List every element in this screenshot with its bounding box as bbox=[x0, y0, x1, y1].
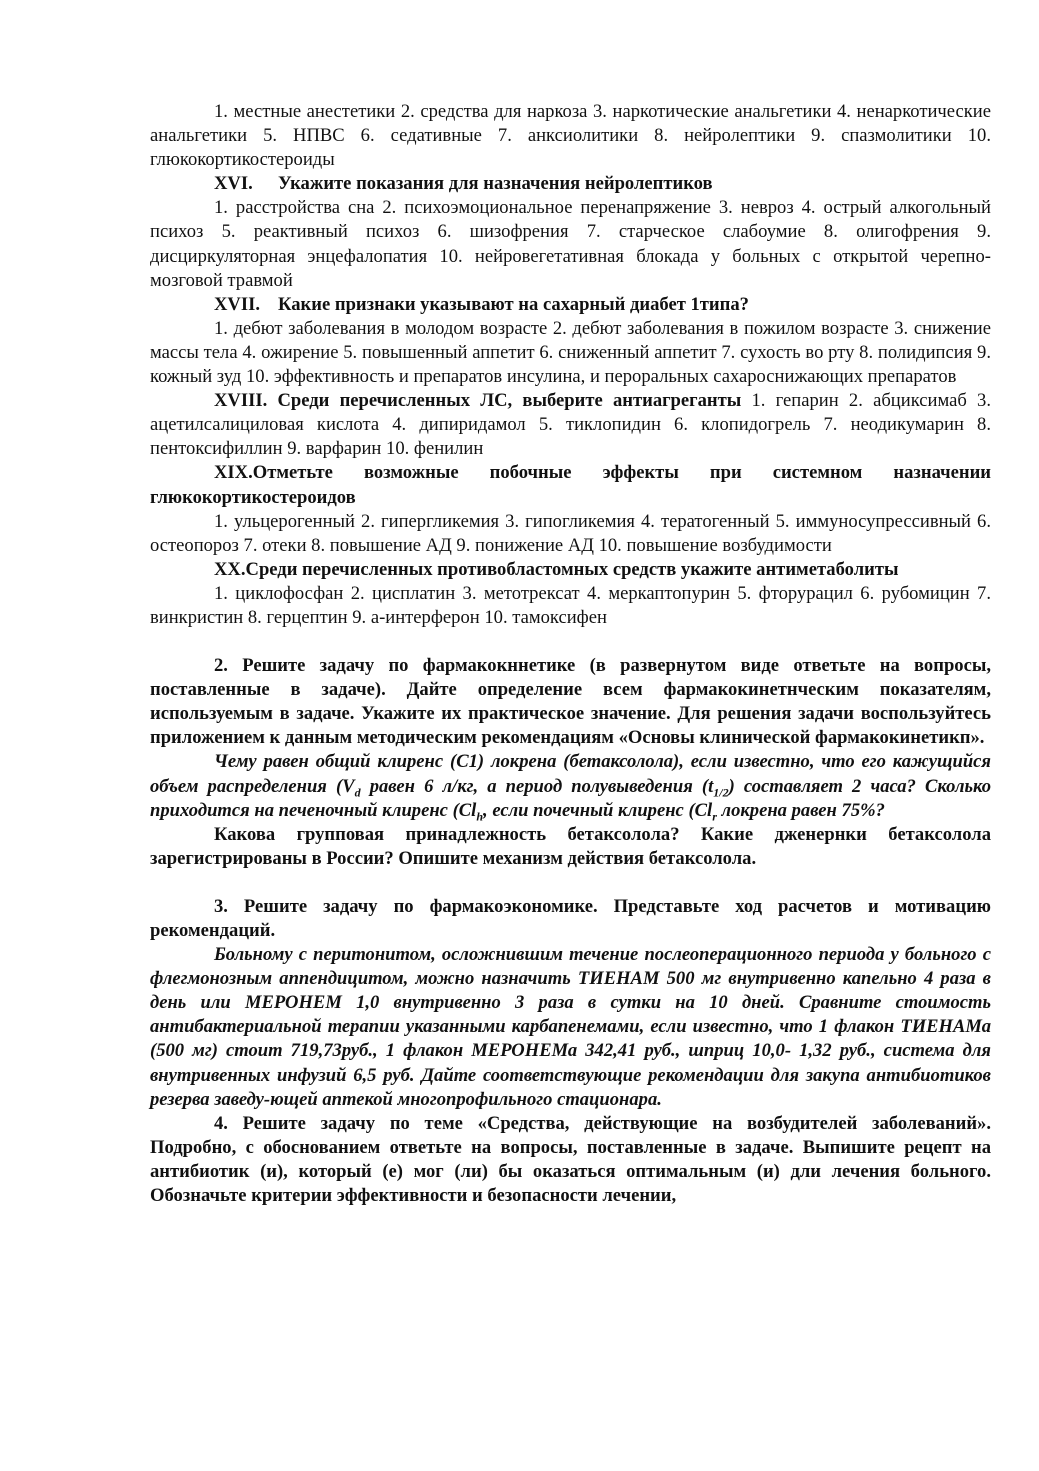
task2-problem bbox=[150, 750, 991, 822]
q18-title: Среди перечисленных ЛС, выберите антиагреганты bbox=[277, 390, 742, 412]
task4-instruction: 4. Решите задачу по теме «Средства, действующие на возбудителей заболеваний». Подробно, с обоснованием ответьте на вопросы, поставленные в задаче. Выпишите рецепт на антибиотик (и), который (е) мог (ли) бы оказаться оптимальным (и) дли лечения больного. Обозначьте критерии эффективности и безопасности лечении, bbox=[150, 1112, 991, 1207]
q15-options: 1. местные анестетики 2. средства для наркоза 3. наркотические анальгетики 4. ненаркотические анальгетики 5. НПВС 6. седативные 7. анксиолитики 8. нейролептики 9. спазмолитики 10. глюкокортикостероиды bbox=[150, 101, 991, 171]
spacer bbox=[150, 871, 991, 895]
task2-question: Какова групповая принадлежность бетаксолола? Какие дженернки бетаксолола зарегистрированы в России? Опишите механизм действия бетаксолола. bbox=[150, 823, 991, 869]
subscript-half: 1/2 bbox=[713, 785, 729, 800]
task3-instruction: 3. Решите задачу по фармакоэкономике. Представьте ход расчетов и мотивацию рекомендаций. bbox=[150, 895, 991, 941]
subscript-r: r bbox=[712, 809, 717, 824]
q19-options: 1. ульцерогенный 2. гипергликемия 3. гипогликемия 4. тератогенный 5. иммуносупрессивный 6. остеопороз 7. отеки 8. повышение АД 9. понижение АД 10. повышение возбудимости bbox=[150, 510, 991, 556]
q18-options: 1. гепарин 2. абциксимаб 3. ацетилсалициловая кислота 4. дипиридамол 5. тиклопидин 6. клопидогрель 7. неодикумарин 8. пентоксифиллин 9. варфарин 10. фенилин bbox=[150, 390, 992, 460]
subscript-h: h bbox=[476, 809, 484, 824]
q17-options: 1. дебют заболевания в молодом возрасте 2. дебют заболевания в пожилом возрасте 3. снижение массы тела 4. ожирение 5. повышенный аппетит 6. сниженный аппетит 7. сухость во рту 8. полидипсия 9. кожный зуд 10. эффективность и препаратов инсулина, и пероральных сахароснижающих препаратов bbox=[150, 317, 991, 388]
q18-paragraph bbox=[150, 389, 991, 461]
spacer bbox=[150, 630, 991, 654]
q18-number: XVIII. bbox=[214, 390, 268, 412]
task2-problem-part: Чему равен общий клиренс (С1) локрена (бетаксолола), если известно, что его кажущийся объем распределения (V bbox=[150, 751, 991, 797]
subscript-d: d bbox=[354, 785, 361, 800]
task2-problem-part: , если почечный клиренс (Cl bbox=[483, 799, 713, 821]
document-page bbox=[150, 100, 991, 1208]
q17-heading bbox=[150, 293, 991, 317]
task2-problem-part: локрена равен 75%? bbox=[716, 799, 885, 821]
task2-problem-part: равен 6 л/кг, а период полувыведения (t bbox=[360, 775, 714, 797]
q17-title: Какие признаки указывают на сахарный диабет 1типа? bbox=[278, 293, 749, 315]
q17-number: XVII. bbox=[214, 293, 260, 315]
q20-title: Среди перечисленных противобластомных средств укажите антиметаболиты bbox=[245, 558, 899, 580]
q16-heading bbox=[150, 172, 991, 196]
q19-heading bbox=[150, 461, 991, 509]
task2-instruction: 2. Решите задачу по фармакокннетике (в развернутом виде ответьте на вопросы, поставленные в задаче). Дайте определение всем фармакокинетнческим показателям, используемым в задаче. Укажите их практическое значение. Для решения задачи воспользуйтесь приложением к данным методическим рекомендациям «Основы клинической фармакокинетикп». bbox=[150, 655, 991, 749]
task2-problem-part: ) составляет 2 часа? Сколько приходится на печеночный клиренс (Cl bbox=[150, 775, 991, 821]
q16-title: Укажите показания для назначения нейролептиков bbox=[278, 173, 713, 195]
q20-options: 1. циклофосфан 2. цисплатин 3. метотрексат 4. меркаптопурин 5. фторурацил 6. рубомицин 7. винкристин 8. герцептин 9. а-интерферон 10. тамоксифен bbox=[150, 582, 991, 628]
q16-options: 1. расстройства сна 2. психоэмоциональное перенапряжение 3. невроз 4. острый алкогольный психоз 5. реактивный психоз 6. шизофрения 7. старческое слабоумие 8. олигофрения 9. дисциркуляторная энцефалопатия 10. нейровегетативная блокада у больных с открытой черепно-мозговой травмой bbox=[150, 197, 991, 291]
q16-number: XVI. bbox=[214, 173, 253, 195]
q19-title: Отметьте возможные побочные эффекты при системном назначении глюкокортикостероидов bbox=[150, 462, 991, 508]
task3-problem: Больному с перитонитом, осложнившим течение послеоперационного периода у больного с флегмонозным аппендицитом, можно назначить ТИЕНАМ 500 мг внутривенно капельно 4 раза в день или МЕРОНЕМ 1,0 внутривенно 3 раза в сутки на 10 дней. Сравните стоимость антибактериальной терапии указанными карбапенемами, если известно, что 1 флакон ТИЕНАМа (500 мг) стоит 719,73руб., 1 флакон МЕРОНЕМа 342,41 руб., шприц 10,0- 1,32 руб., система для внутривенных инфузий 6,5 руб. Дайте соответствующие рекомендации для закупа антибиотиков резерва заведу-ющей аптекой многопрофильного стационара. bbox=[150, 944, 991, 1110]
q20-number: XX. bbox=[214, 558, 246, 580]
q20-heading bbox=[150, 558, 991, 582]
q19-number: XIX. bbox=[214, 462, 253, 484]
